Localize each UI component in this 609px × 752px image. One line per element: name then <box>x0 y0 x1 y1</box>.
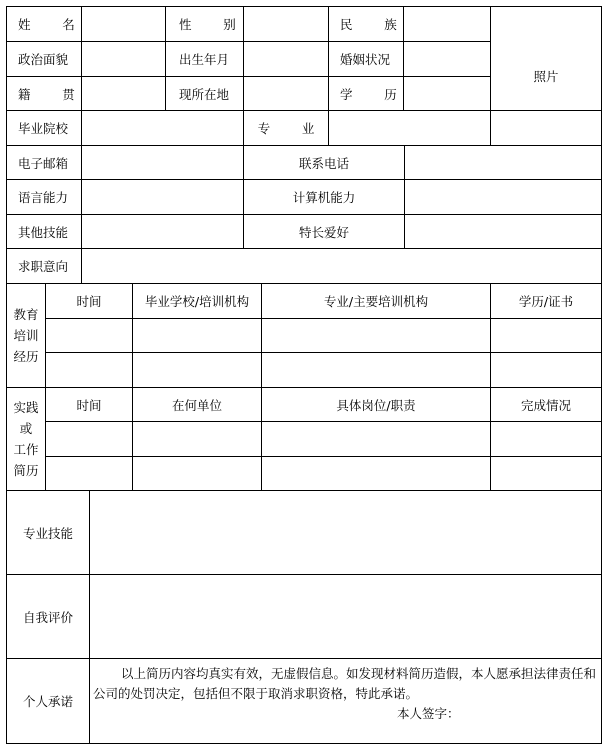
education-cell[interactable] <box>262 353 490 387</box>
work-header-company: 在何单位 <box>171 397 222 413</box>
border-line <box>6 743 602 744</box>
work-label-line: 简历 <box>13 463 39 478</box>
work-section-label <box>7 388 45 490</box>
education-section-label <box>7 284 45 387</box>
photo-label: 照片 <box>533 69 559 84</box>
work-label-line: 实践 <box>13 400 39 415</box>
birth-date-field[interactable] <box>244 42 328 76</box>
work-cell[interactable] <box>46 457 132 490</box>
name-label: 姓 名 <box>18 17 75 32</box>
political-status-label: 政治面貌 <box>18 52 69 67</box>
education-cell[interactable] <box>46 319 132 352</box>
origin-label: 籍 贯 <box>18 86 75 102</box>
birth-date-label: 出生年月 <box>179 52 230 67</box>
self-evaluation-field[interactable] <box>90 575 601 658</box>
professional-skills-label: 专业技能 <box>22 525 73 541</box>
phone-label: 联系电话 <box>298 155 349 171</box>
hobby-field[interactable] <box>405 215 601 248</box>
work-header-completion: 完成情况 <box>520 397 571 413</box>
education-level-field[interactable] <box>404 77 490 110</box>
marital-status-label: 婚姻状况 <box>340 52 391 67</box>
education-cell[interactable] <box>262 319 490 352</box>
professional-skills-field[interactable] <box>90 491 601 574</box>
work-header-time: 时间 <box>76 397 102 413</box>
education-cell[interactable] <box>491 353 601 387</box>
phone-field[interactable] <box>405 146 601 179</box>
other-skills-field[interactable] <box>82 215 243 248</box>
education-header-school: 毕业学校/培训机构 <box>144 294 250 309</box>
education-header-major: 专业/主要培训机构 <box>323 294 429 309</box>
personal-pledge-label: 个人承诺 <box>22 694 73 709</box>
ethnicity-field[interactable] <box>404 7 490 41</box>
major-label: 专 业 <box>257 121 315 136</box>
major-field[interactable] <box>329 111 490 145</box>
political-status-field[interactable] <box>82 42 165 76</box>
work-label-line: 工作 <box>13 442 39 457</box>
education-cell[interactable] <box>133 319 261 352</box>
hobby-label: 特长爱好 <box>298 224 349 240</box>
education-label-line: 经历 <box>13 349 39 364</box>
job-intention-field[interactable] <box>82 249 601 283</box>
work-cell[interactable] <box>46 422 132 456</box>
signature-field[interactable] <box>458 704 598 724</box>
school-field[interactable] <box>82 111 243 145</box>
origin-field[interactable] <box>82 77 165 110</box>
ethnicity-label: 民 族 <box>340 17 397 32</box>
border-line <box>601 6 602 744</box>
education-header-degree: 学历/证书 <box>518 294 574 309</box>
work-cell[interactable] <box>491 457 601 490</box>
marital-status-field[interactable] <box>404 42 490 76</box>
language-label: 语言能力 <box>18 190 69 205</box>
work-header-position: 具体岗位/职责 <box>336 397 416 413</box>
residence-field[interactable] <box>244 77 328 110</box>
language-field[interactable] <box>82 180 243 214</box>
education-header-time: 时间 <box>76 294 102 309</box>
work-label-line: 或 <box>19 421 33 436</box>
computer-skills-label: 计算机能力 <box>292 190 356 205</box>
computer-skills-field[interactable] <box>405 180 601 214</box>
self-evaluation-label: 自我评价 <box>22 609 73 625</box>
school-label: 毕业院校 <box>18 121 69 136</box>
work-cell[interactable] <box>262 422 490 456</box>
email-label: 电子邮箱 <box>18 155 69 171</box>
name-field[interactable] <box>82 7 165 41</box>
work-cell[interactable] <box>133 422 261 456</box>
work-cell[interactable] <box>262 457 490 490</box>
education-cell[interactable] <box>491 319 601 352</box>
gender-label: 性 别 <box>179 17 236 32</box>
pledge-line-1: 以上简历内容均真实有效，无虚假信息。如发现材料简历造假，本人愿承担法律责任和 <box>121 666 597 681</box>
education-level-label: 学 历 <box>340 86 397 102</box>
signature-label: 本人签字： <box>397 706 460 721</box>
work-cell[interactable] <box>133 457 261 490</box>
residence-label: 现所在地 <box>179 86 230 102</box>
job-intention-label: 求职意向 <box>18 259 69 274</box>
education-label-line: 教育 <box>13 307 39 322</box>
education-label-line: 培训 <box>13 328 39 343</box>
education-cell[interactable] <box>133 353 261 387</box>
email-field[interactable] <box>82 146 243 179</box>
gender-field[interactable] <box>244 7 328 41</box>
work-cell[interactable] <box>491 422 601 456</box>
other-skills-label: 其他技能 <box>18 224 69 240</box>
pledge-line-2: 公司的处罚决定，包括但不限于取消求职资格，特此承诺。 <box>93 686 419 701</box>
photo-box[interactable] <box>491 7 601 145</box>
border-line <box>6 658 602 659</box>
education-cell[interactable] <box>46 353 132 387</box>
